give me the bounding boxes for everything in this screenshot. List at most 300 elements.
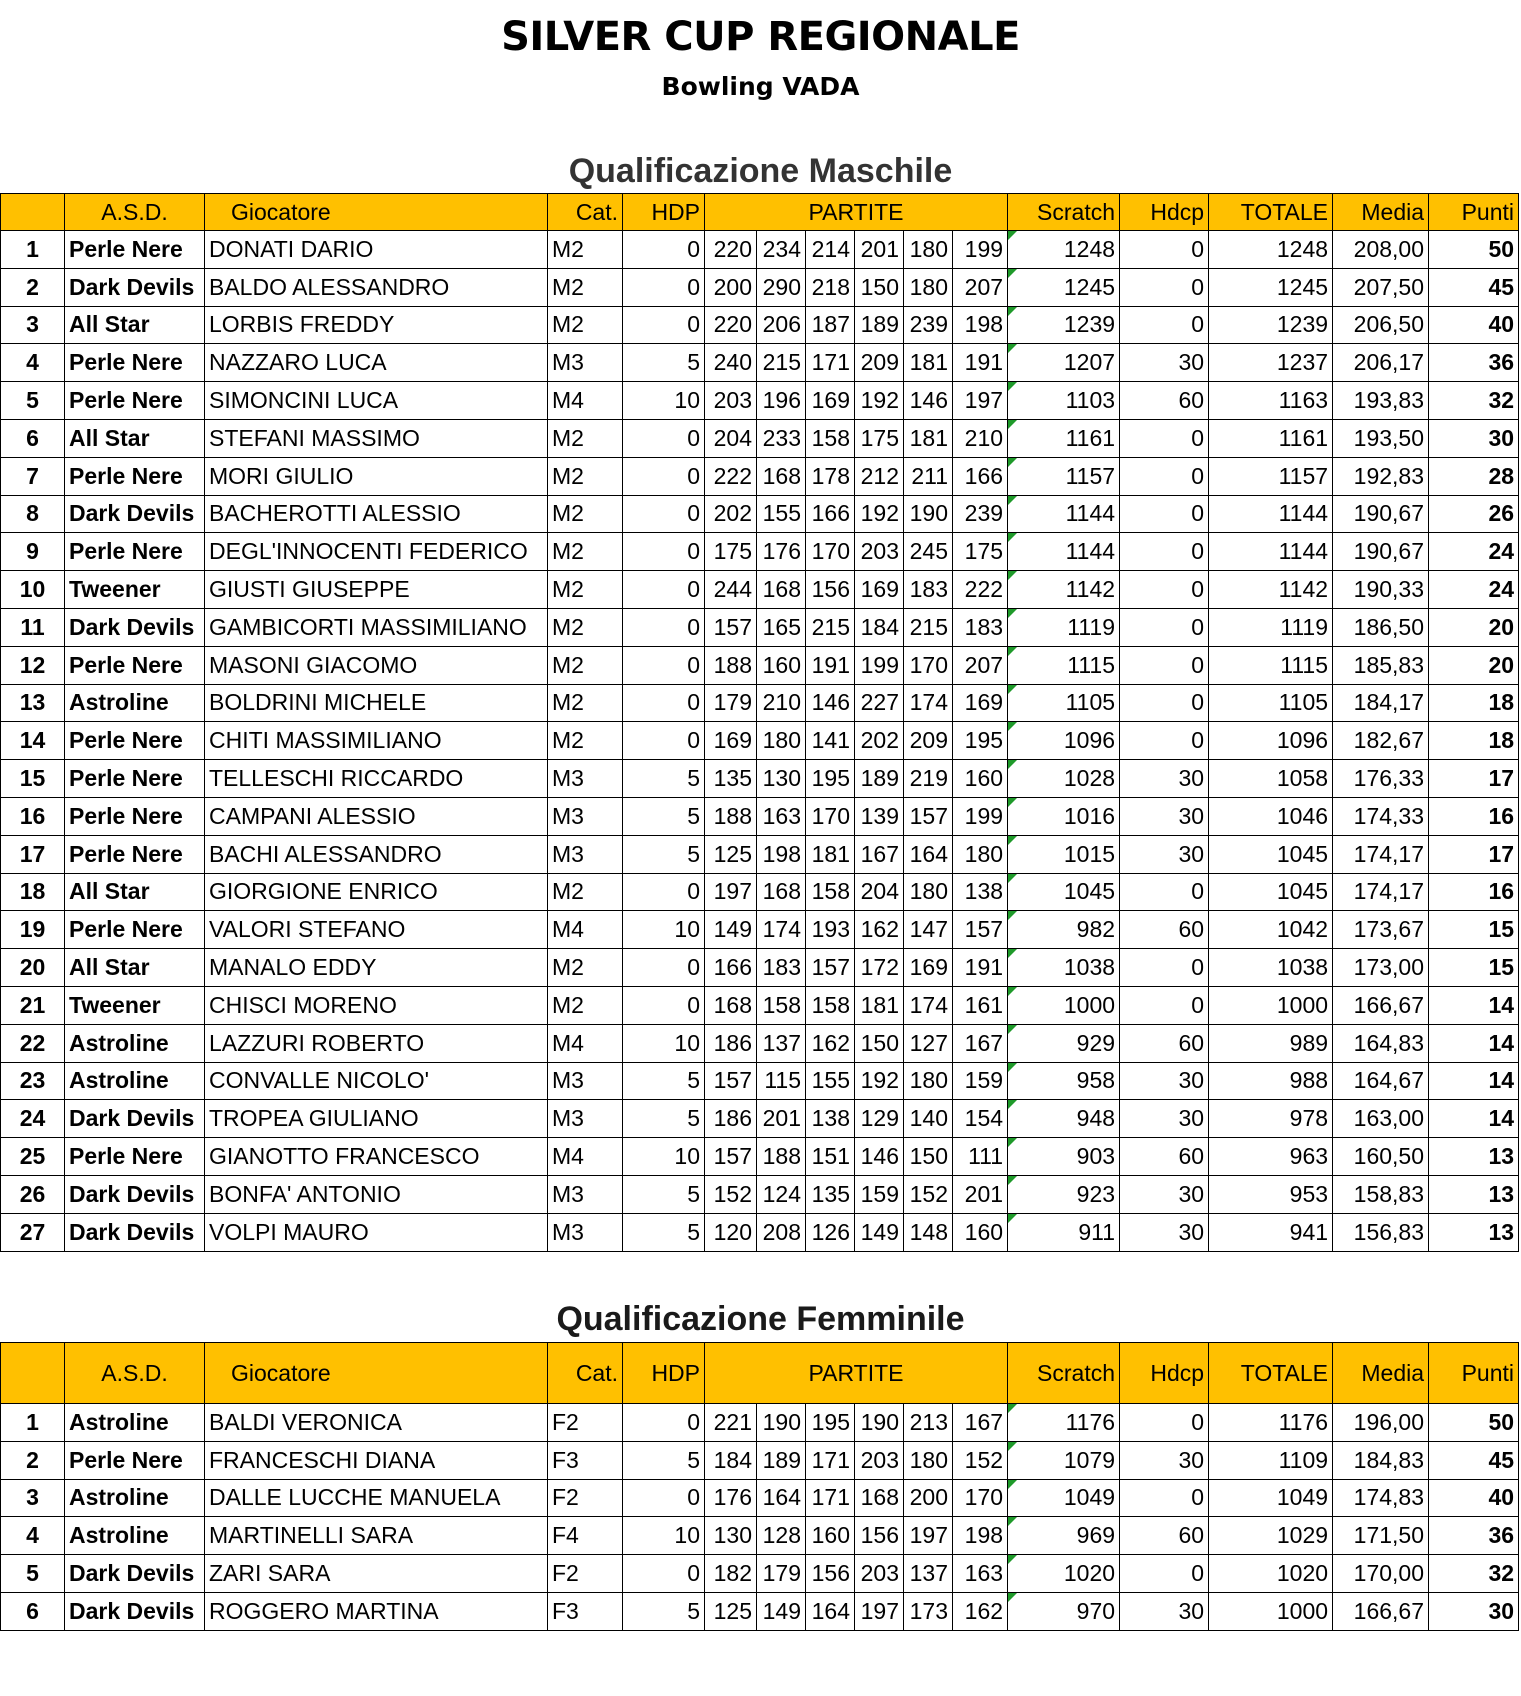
game-score-cell: 188 bbox=[705, 646, 757, 684]
game-score-cell: 157 bbox=[806, 949, 855, 987]
game-score-cell: 164 bbox=[806, 1592, 855, 1630]
game-score-cell: 186 bbox=[705, 1100, 757, 1138]
total-cell: 1046 bbox=[1209, 797, 1333, 835]
average-cell: 185,83 bbox=[1333, 646, 1429, 684]
category-cell: M2 bbox=[548, 646, 623, 684]
game-score-cell: 214 bbox=[806, 231, 855, 269]
game-score-cell: 166 bbox=[953, 457, 1008, 495]
hdcp-cell: 30 bbox=[1120, 1062, 1209, 1100]
game-score-cell: 164 bbox=[904, 835, 953, 873]
hdp-cell: 5 bbox=[623, 760, 705, 798]
club-cell: Astroline bbox=[65, 1517, 205, 1555]
player-cell: BOLDRINI MICHELE bbox=[205, 684, 548, 722]
total-cell: 1045 bbox=[1209, 835, 1333, 873]
game-score-cell: 167 bbox=[953, 1404, 1008, 1442]
points-cell: 14 bbox=[1429, 1100, 1519, 1138]
game-score-cell: 169 bbox=[855, 571, 904, 609]
game-score-cell: 207 bbox=[953, 268, 1008, 306]
table-row bbox=[1, 1175, 1519, 1213]
table-row bbox=[1, 306, 1519, 344]
game-score-cell: 157 bbox=[904, 797, 953, 835]
game-score-cell: 130 bbox=[705, 1517, 757, 1555]
game-score-cell: 158 bbox=[806, 419, 855, 457]
game-score-cell: 181 bbox=[904, 344, 953, 382]
game-score-cell: 192 bbox=[855, 382, 904, 420]
average-cell: 174,33 bbox=[1333, 797, 1429, 835]
game-score-cell: 199 bbox=[953, 231, 1008, 269]
player-cell: BALDO ALESSANDRO bbox=[205, 268, 548, 306]
game-score-cell: 193 bbox=[806, 911, 855, 949]
club-cell: Perle Nere bbox=[65, 533, 205, 571]
average-cell: 192,83 bbox=[1333, 457, 1429, 495]
game-score-cell: 150 bbox=[855, 1024, 904, 1062]
player-cell: ZARI SARA bbox=[205, 1555, 548, 1593]
rank-cell: 23 bbox=[1, 1062, 65, 1100]
col-header-total: TOTALE bbox=[1209, 1343, 1333, 1404]
game-score-cell: 163 bbox=[757, 797, 806, 835]
club-cell: Dark Devils bbox=[65, 268, 205, 306]
game-score-cell: 199 bbox=[855, 646, 904, 684]
game-score-cell: 192 bbox=[855, 495, 904, 533]
hdcp-cell: 0 bbox=[1120, 1479, 1209, 1517]
game-score-cell: 171 bbox=[806, 1479, 855, 1517]
hdp-cell: 0 bbox=[623, 495, 705, 533]
total-cell: 963 bbox=[1209, 1138, 1333, 1176]
points-cell: 30 bbox=[1429, 419, 1519, 457]
points-cell: 26 bbox=[1429, 495, 1519, 533]
rank-cell: 20 bbox=[1, 949, 65, 987]
player-cell: TROPEA GIULIANO bbox=[205, 1100, 548, 1138]
total-cell: 1029 bbox=[1209, 1517, 1333, 1555]
club-cell: All Star bbox=[65, 949, 205, 987]
game-score-cell: 111 bbox=[953, 1138, 1008, 1176]
table-row bbox=[1, 268, 1519, 306]
club-cell: All Star bbox=[65, 419, 205, 457]
hdp-cell: 0 bbox=[623, 873, 705, 911]
game-score-cell: 169 bbox=[705, 722, 757, 760]
average-cell: 174,17 bbox=[1333, 835, 1429, 873]
category-cell: M4 bbox=[548, 382, 623, 420]
game-score-cell: 168 bbox=[757, 457, 806, 495]
game-score-cell: 180 bbox=[904, 873, 953, 911]
game-score-cell: 137 bbox=[904, 1555, 953, 1593]
game-score-cell: 234 bbox=[757, 231, 806, 269]
player-cell: DEGL'INNOCENTI FEDERICO bbox=[205, 533, 548, 571]
total-cell: 989 bbox=[1209, 1024, 1333, 1062]
player-cell: CHISCI MORENO bbox=[205, 986, 548, 1024]
col-header-points: Punti bbox=[1429, 1343, 1519, 1404]
scratch-cell: 903 bbox=[1008, 1138, 1120, 1176]
game-score-cell: 180 bbox=[904, 1441, 953, 1479]
game-score-cell: 244 bbox=[705, 571, 757, 609]
game-score-cell: 135 bbox=[705, 760, 757, 798]
table-row bbox=[1, 684, 1519, 722]
hdcp-cell: 0 bbox=[1120, 231, 1209, 269]
game-score-cell: 240 bbox=[705, 344, 757, 382]
game-score-cell: 160 bbox=[953, 760, 1008, 798]
game-score-cell: 174 bbox=[904, 684, 953, 722]
game-score-cell: 147 bbox=[904, 911, 953, 949]
club-cell: Dark Devils bbox=[65, 1592, 205, 1630]
scratch-cell: 1038 bbox=[1008, 949, 1120, 987]
player-cell: BALDI VERONICA bbox=[205, 1404, 548, 1442]
col-header-points: Punti bbox=[1429, 194, 1519, 231]
scratch-cell: 1045 bbox=[1008, 873, 1120, 911]
game-score-cell: 186 bbox=[705, 1024, 757, 1062]
category-cell: M2 bbox=[548, 608, 623, 646]
game-score-cell: 141 bbox=[806, 722, 855, 760]
points-cell: 18 bbox=[1429, 722, 1519, 760]
table-header-row bbox=[1, 1343, 1519, 1404]
game-score-cell: 199 bbox=[953, 797, 1008, 835]
game-score-cell: 202 bbox=[855, 722, 904, 760]
average-cell: 156,83 bbox=[1333, 1213, 1429, 1251]
game-score-cell: 169 bbox=[806, 382, 855, 420]
club-cell: Tweener bbox=[65, 571, 205, 609]
game-score-cell: 201 bbox=[855, 231, 904, 269]
game-score-cell: 170 bbox=[953, 1479, 1008, 1517]
col-header-asd: A.S.D. bbox=[65, 1343, 205, 1404]
rank-cell: 12 bbox=[1, 646, 65, 684]
hdp-cell: 0 bbox=[623, 533, 705, 571]
game-score-cell: 168 bbox=[705, 986, 757, 1024]
rank-cell: 27 bbox=[1, 1213, 65, 1251]
hdp-cell: 5 bbox=[623, 1175, 705, 1213]
player-cell: STEFANI MASSIMO bbox=[205, 419, 548, 457]
hdcp-cell: 0 bbox=[1120, 495, 1209, 533]
rank-cell: 2 bbox=[1, 1441, 65, 1479]
game-score-cell: 203 bbox=[855, 1555, 904, 1593]
scratch-cell: 911 bbox=[1008, 1213, 1120, 1251]
game-score-cell: 210 bbox=[953, 419, 1008, 457]
player-cell: SIMONCINI LUCA bbox=[205, 382, 548, 420]
col-header-avg: Media bbox=[1333, 194, 1429, 231]
scratch-cell: 1245 bbox=[1008, 268, 1120, 306]
rank-cell: 22 bbox=[1, 1024, 65, 1062]
rank-cell: 18 bbox=[1, 873, 65, 911]
game-score-cell: 184 bbox=[705, 1441, 757, 1479]
col-header-scratch: Scratch bbox=[1008, 1343, 1120, 1404]
club-cell: Perle Nere bbox=[65, 911, 205, 949]
player-cell: GIORGIONE ENRICO bbox=[205, 873, 548, 911]
game-score-cell: 218 bbox=[806, 268, 855, 306]
game-score-cell: 171 bbox=[806, 344, 855, 382]
hdp-cell: 0 bbox=[623, 949, 705, 987]
game-score-cell: 203 bbox=[855, 1441, 904, 1479]
average-cell: 207,50 bbox=[1333, 268, 1429, 306]
rank-cell: 14 bbox=[1, 722, 65, 760]
game-score-cell: 166 bbox=[705, 949, 757, 987]
total-cell: 1042 bbox=[1209, 911, 1333, 949]
game-score-cell: 189 bbox=[757, 1441, 806, 1479]
average-cell: 173,67 bbox=[1333, 911, 1429, 949]
game-score-cell: 171 bbox=[806, 1441, 855, 1479]
average-cell: 190,67 bbox=[1333, 495, 1429, 533]
points-cell: 14 bbox=[1429, 1024, 1519, 1062]
player-cell: BACHI ALESSANDRO bbox=[205, 835, 548, 873]
average-cell: 174,17 bbox=[1333, 873, 1429, 911]
game-score-cell: 179 bbox=[757, 1555, 806, 1593]
game-score-cell: 138 bbox=[806, 1100, 855, 1138]
game-score-cell: 155 bbox=[806, 1062, 855, 1100]
game-score-cell: 202 bbox=[705, 495, 757, 533]
col-header-hdcp: Hdcp bbox=[1120, 1343, 1209, 1404]
average-cell: 160,50 bbox=[1333, 1138, 1429, 1176]
player-cell: MANALO EDDY bbox=[205, 949, 548, 987]
player-cell: GIANOTTO FRANCESCO bbox=[205, 1138, 548, 1176]
game-score-cell: 156 bbox=[806, 571, 855, 609]
game-score-cell: 213 bbox=[904, 1404, 953, 1442]
game-score-cell: 164 bbox=[757, 1479, 806, 1517]
total-cell: 1058 bbox=[1209, 760, 1333, 798]
club-cell: Astroline bbox=[65, 1479, 205, 1517]
average-cell: 196,00 bbox=[1333, 1404, 1429, 1442]
game-score-cell: 206 bbox=[757, 306, 806, 344]
game-score-cell: 176 bbox=[757, 533, 806, 571]
player-cell: CHITI MASSIMILIANO bbox=[205, 722, 548, 760]
average-cell: 193,50 bbox=[1333, 419, 1429, 457]
rank-cell: 10 bbox=[1, 571, 65, 609]
col-header-pos bbox=[1, 1343, 65, 1404]
scratch-cell: 1144 bbox=[1008, 533, 1120, 571]
points-cell: 14 bbox=[1429, 986, 1519, 1024]
club-cell: Perle Nere bbox=[65, 646, 205, 684]
scratch-cell: 1119 bbox=[1008, 608, 1120, 646]
game-score-cell: 182 bbox=[705, 1555, 757, 1593]
rank-cell: 6 bbox=[1, 419, 65, 457]
game-score-cell: 174 bbox=[904, 986, 953, 1024]
rank-cell: 2 bbox=[1, 268, 65, 306]
hdcp-cell: 30 bbox=[1120, 797, 1209, 835]
category-cell: M3 bbox=[548, 1213, 623, 1251]
game-score-cell: 188 bbox=[757, 1138, 806, 1176]
hdcp-cell: 0 bbox=[1120, 1555, 1209, 1593]
game-score-cell: 168 bbox=[757, 571, 806, 609]
table-row bbox=[1, 797, 1519, 835]
total-cell: 1000 bbox=[1209, 986, 1333, 1024]
table-row bbox=[1, 986, 1519, 1024]
game-score-cell: 227 bbox=[855, 684, 904, 722]
scratch-cell: 1049 bbox=[1008, 1479, 1120, 1517]
game-score-cell: 137 bbox=[757, 1024, 806, 1062]
average-cell: 166,67 bbox=[1333, 1592, 1429, 1630]
scratch-cell: 1176 bbox=[1008, 1404, 1120, 1442]
scratch-cell: 982 bbox=[1008, 911, 1120, 949]
game-score-cell: 187 bbox=[806, 306, 855, 344]
game-score-cell: 201 bbox=[953, 1175, 1008, 1213]
game-score-cell: 150 bbox=[855, 268, 904, 306]
club-cell: Perle Nere bbox=[65, 760, 205, 798]
hdcp-cell: 0 bbox=[1120, 1404, 1209, 1442]
total-cell: 1119 bbox=[1209, 608, 1333, 646]
game-score-cell: 204 bbox=[705, 419, 757, 457]
hdp-cell: 10 bbox=[623, 1024, 705, 1062]
game-score-cell: 195 bbox=[806, 760, 855, 798]
category-cell: F2 bbox=[548, 1479, 623, 1517]
table-row bbox=[1, 1441, 1519, 1479]
hdp-cell: 0 bbox=[623, 1555, 705, 1593]
game-score-cell: 149 bbox=[705, 911, 757, 949]
table-row bbox=[1, 760, 1519, 798]
col-header-hdcp: Hdcp bbox=[1120, 194, 1209, 231]
rank-cell: 7 bbox=[1, 457, 65, 495]
average-cell: 208,00 bbox=[1333, 231, 1429, 269]
total-cell: 1020 bbox=[1209, 1555, 1333, 1593]
player-cell: ROGGERO MARTINA bbox=[205, 1592, 548, 1630]
club-cell: Dark Devils bbox=[65, 1213, 205, 1251]
points-cell: 50 bbox=[1429, 1404, 1519, 1442]
points-cell: 17 bbox=[1429, 835, 1519, 873]
game-score-cell: 203 bbox=[855, 533, 904, 571]
game-score-cell: 183 bbox=[904, 571, 953, 609]
game-score-cell: 166 bbox=[806, 495, 855, 533]
scratch-cell: 1020 bbox=[1008, 1555, 1120, 1593]
club-cell: Perle Nere bbox=[65, 835, 205, 873]
rank-cell: 4 bbox=[1, 1517, 65, 1555]
hdp-cell: 5 bbox=[623, 1213, 705, 1251]
total-cell: 1142 bbox=[1209, 571, 1333, 609]
hdp-cell: 0 bbox=[623, 684, 705, 722]
game-score-cell: 175 bbox=[705, 533, 757, 571]
hdcp-cell: 60 bbox=[1120, 1024, 1209, 1062]
category-cell: M2 bbox=[548, 231, 623, 269]
game-score-cell: 221 bbox=[705, 1404, 757, 1442]
scratch-cell: 1142 bbox=[1008, 571, 1120, 609]
player-cell: GAMBICORTI MASSIMILIANO bbox=[205, 608, 548, 646]
total-cell: 1038 bbox=[1209, 949, 1333, 987]
club-cell: Tweener bbox=[65, 986, 205, 1024]
game-score-cell: 157 bbox=[705, 1138, 757, 1176]
game-score-cell: 146 bbox=[855, 1138, 904, 1176]
men-table-body bbox=[1, 231, 1519, 1252]
game-score-cell: 159 bbox=[855, 1175, 904, 1213]
game-score-cell: 198 bbox=[953, 1517, 1008, 1555]
table-row bbox=[1, 722, 1519, 760]
women-table-body bbox=[1, 1404, 1519, 1631]
game-score-cell: 200 bbox=[705, 268, 757, 306]
total-cell: 1109 bbox=[1209, 1441, 1333, 1479]
total-cell: 1248 bbox=[1209, 231, 1333, 269]
category-cell: M3 bbox=[548, 1100, 623, 1138]
game-score-cell: 146 bbox=[806, 684, 855, 722]
hdcp-cell: 30 bbox=[1120, 344, 1209, 382]
category-cell: M2 bbox=[548, 684, 623, 722]
hdp-cell: 5 bbox=[623, 835, 705, 873]
game-score-cell: 208 bbox=[757, 1213, 806, 1251]
club-cell: Perle Nere bbox=[65, 231, 205, 269]
game-score-cell: 154 bbox=[953, 1100, 1008, 1138]
hdp-cell: 0 bbox=[623, 457, 705, 495]
category-cell: F2 bbox=[548, 1555, 623, 1593]
game-score-cell: 197 bbox=[705, 873, 757, 911]
game-score-cell: 181 bbox=[904, 419, 953, 457]
table-row bbox=[1, 1404, 1519, 1442]
game-score-cell: 135 bbox=[806, 1175, 855, 1213]
hdcp-cell: 0 bbox=[1120, 684, 1209, 722]
hdp-cell: 0 bbox=[623, 1404, 705, 1442]
average-cell: 206,50 bbox=[1333, 306, 1429, 344]
total-cell: 953 bbox=[1209, 1175, 1333, 1213]
game-score-cell: 209 bbox=[904, 722, 953, 760]
hdp-cell: 0 bbox=[623, 722, 705, 760]
game-score-cell: 196 bbox=[757, 382, 806, 420]
game-score-cell: 190 bbox=[757, 1404, 806, 1442]
game-score-cell: 158 bbox=[806, 873, 855, 911]
category-cell: M3 bbox=[548, 344, 623, 382]
game-score-cell: 139 bbox=[855, 797, 904, 835]
category-cell: M3 bbox=[548, 1062, 623, 1100]
scratch-cell: 1000 bbox=[1008, 986, 1120, 1024]
hdcp-cell: 0 bbox=[1120, 268, 1209, 306]
game-score-cell: 175 bbox=[953, 533, 1008, 571]
hdp-cell: 10 bbox=[623, 1138, 705, 1176]
category-cell: M2 bbox=[548, 268, 623, 306]
scratch-cell: 1248 bbox=[1008, 231, 1120, 269]
hdcp-cell: 0 bbox=[1120, 608, 1209, 646]
player-cell: LORBIS FREDDY bbox=[205, 306, 548, 344]
game-score-cell: 130 bbox=[757, 760, 806, 798]
game-score-cell: 172 bbox=[855, 949, 904, 987]
game-score-cell: 167 bbox=[953, 1024, 1008, 1062]
game-score-cell: 179 bbox=[705, 684, 757, 722]
game-score-cell: 150 bbox=[904, 1138, 953, 1176]
points-cell: 13 bbox=[1429, 1138, 1519, 1176]
rank-cell: 21 bbox=[1, 986, 65, 1024]
total-cell: 1096 bbox=[1209, 722, 1333, 760]
col-header-pos bbox=[1, 194, 65, 231]
average-cell: 170,00 bbox=[1333, 1555, 1429, 1593]
category-cell: F3 bbox=[548, 1592, 623, 1630]
hdcp-cell: 0 bbox=[1120, 873, 1209, 911]
category-cell: F4 bbox=[548, 1517, 623, 1555]
table-row bbox=[1, 1213, 1519, 1251]
rank-cell: 25 bbox=[1, 1138, 65, 1176]
table-row bbox=[1, 911, 1519, 949]
hdcp-cell: 30 bbox=[1120, 835, 1209, 873]
table-row bbox=[1, 835, 1519, 873]
col-header-scratch: Scratch bbox=[1008, 194, 1120, 231]
points-cell: 13 bbox=[1429, 1175, 1519, 1213]
player-cell: GIUSTI GIUSEPPE bbox=[205, 571, 548, 609]
game-score-cell: 191 bbox=[953, 344, 1008, 382]
club-cell: Perle Nere bbox=[65, 457, 205, 495]
hdp-cell: 5 bbox=[623, 344, 705, 382]
scratch-cell: 970 bbox=[1008, 1592, 1120, 1630]
hdcp-cell: 60 bbox=[1120, 1138, 1209, 1176]
game-score-cell: 174 bbox=[757, 911, 806, 949]
hdcp-cell: 0 bbox=[1120, 949, 1209, 987]
table-header-row bbox=[1, 194, 1519, 231]
table-row bbox=[1, 646, 1519, 684]
game-score-cell: 160 bbox=[953, 1213, 1008, 1251]
scratch-cell: 1028 bbox=[1008, 760, 1120, 798]
player-cell: VOLPI MAURO bbox=[205, 1213, 548, 1251]
club-cell: Perle Nere bbox=[65, 382, 205, 420]
category-cell: M2 bbox=[548, 419, 623, 457]
total-cell: 1237 bbox=[1209, 344, 1333, 382]
average-cell: 164,67 bbox=[1333, 1062, 1429, 1100]
game-score-cell: 165 bbox=[757, 608, 806, 646]
category-cell: M4 bbox=[548, 911, 623, 949]
total-cell: 1049 bbox=[1209, 1479, 1333, 1517]
game-score-cell: 195 bbox=[806, 1404, 855, 1442]
game-score-cell: 162 bbox=[855, 911, 904, 949]
category-cell: M2 bbox=[548, 495, 623, 533]
average-cell: 184,17 bbox=[1333, 684, 1429, 722]
rank-cell: 1 bbox=[1, 231, 65, 269]
table-row bbox=[1, 1517, 1519, 1555]
game-score-cell: 168 bbox=[757, 873, 806, 911]
